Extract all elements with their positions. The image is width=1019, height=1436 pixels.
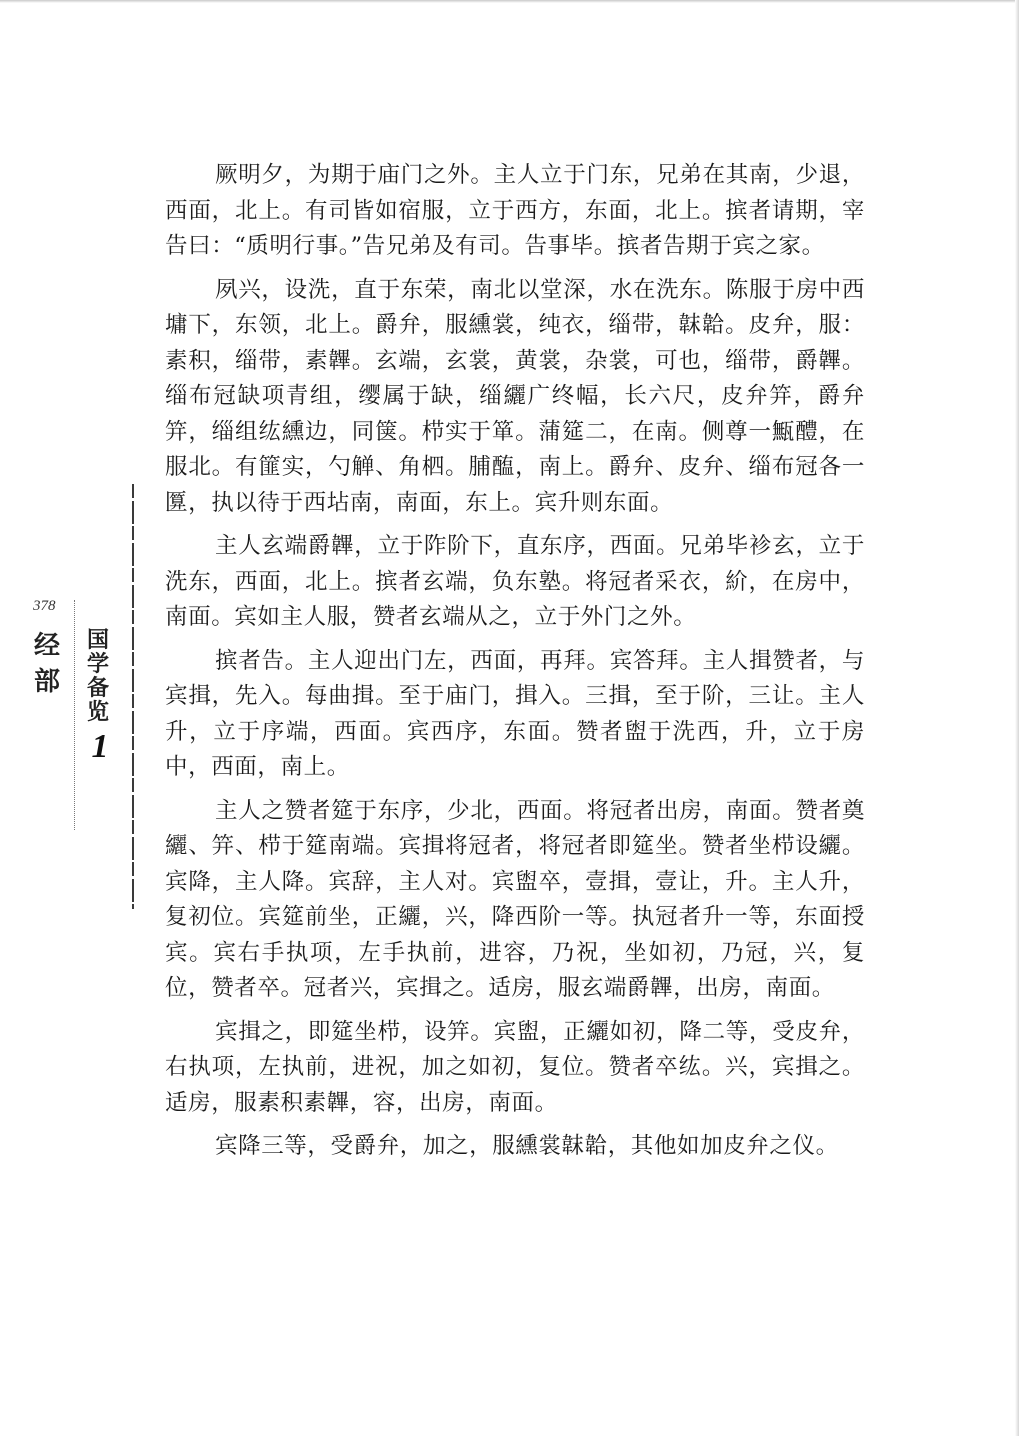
body-text (165, 158, 865, 1165)
paragraph: 主人之赞者筵于东序，少北，西面。将冠者出房，南面。赞者奠纚、笄、栉于筵南端。宾揖将冠者，将冠者即筵坐。赞者坐栉设纚。宾降，主人降。宾辞，主人对。宾盥卒，壹揖，壹让，升。主人升，复初位。宾筵前坐，正纚，兴，降西阶一等。执冠者升一等，东面授宾。宾右手执项，左手执前，进容，乃祝，坐如初，乃冠，兴，复位，赞者卒。冠者兴，宾揖之。适房，服玄端爵韠，出房，南面。 (165, 797, 865, 1001)
paragraph: 夙兴，设洗，直于东荣，南北以堂深，水在洗东。陈服于房中西墉下，东领，北上。爵弁，服纁裳，纯衣，缁带，韎韐。皮弁，服：素积，缁带，素韠。玄端，玄裳，黄裳，杂裳，可也，缁带，爵韠。缁布冠缺项青组，缨属于缺，缁纚广终幅，长六尺，皮弁笄，爵弁笄，缁组纮纁边，同箧。栉实于箪。蒲筵二，在南。侧尊一甒醴，在服北。有篚实，勺觯、角柶。脯醢，南上。爵弁、皮弁、缁布冠各一匴，执以待于西坫南，南面，东上。宾升则东面。 (165, 276, 865, 516)
section-label: 经部 (34, 631, 61, 697)
scan-top-edge (0, 0, 1019, 3)
series-title: 国学备览 (86, 627, 109, 725)
paragraph: 摈者告。主人迎出门左，西面，再拜。宾答拜。主人揖赞者，与宾揖，先入。每曲揖。至于庙门，揖入。三揖，至于阶，三让。主人升，立于序端，西面。宾西序，东面。赞者盥于洗西，升，立于房中，西面，南上。 (165, 647, 865, 780)
margin-divider (74, 600, 75, 830)
paragraph: 主人玄端爵韠，立于阼阶下，直东序，西面。兄弟毕袗玄，立于洗东，西面，北上。摈者玄端，负东塾。将冠者采衣，紒，在房中，南面。宾如主人服，赞者玄端从之，立于外门之外。 (165, 533, 865, 630)
volume-number: 1 (91, 728, 109, 765)
paragraph: 厥明夕，为期于庙门之外。主人立于门东，兄弟在其南，少退，西面，北上。有司皆如宿服，立于西方，东面，北上。摈者请期，宰告曰：“质明行事。”告兄弟及有司。告事毕。摈者告期于宾之家。 (165, 162, 865, 259)
page-number: 378 (33, 598, 56, 614)
paragraph: 宾揖之，即筵坐栉，设笄。宾盥，正纚如初，降二等，受皮弁，右执项，左执前，进祝，加之如初，复位。赞者卒纮。兴，宾揖之。适房，服素积素韠，容，出房，南面。 (165, 1018, 865, 1116)
paragraph: 宾降三等，受爵弁，加之，服纁裳韎韐，其他如加皮弁之仪。 (215, 1133, 839, 1159)
scan-right-edge (1015, 0, 1019, 1436)
binding-line (132, 484, 134, 909)
